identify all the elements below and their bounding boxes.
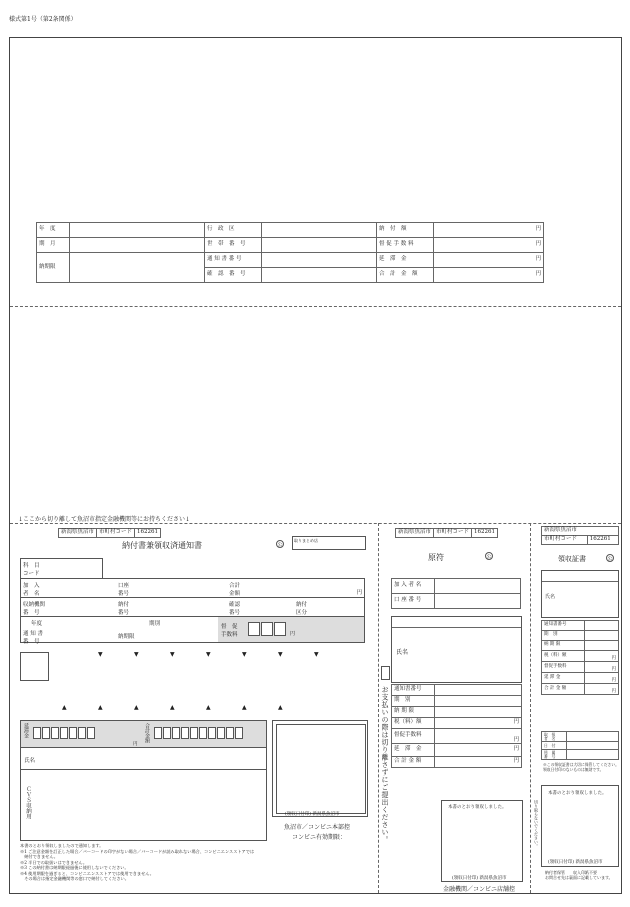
row-label: 期 別	[542, 631, 585, 641]
stamp-text: (領収日付印) 新潟県魚沼市	[548, 860, 603, 865]
cut-instruction: ↓ここから切り離して魚沼市指定金融機関等にお持ちください↓	[18, 516, 191, 523]
cut-line-vertical	[530, 523, 531, 893]
note-line: ※4 使用期限を過ぎると、コンビニエンスストアでは使用できません。	[20, 870, 154, 876]
public-mark: 公	[486, 554, 492, 560]
row-label: 税（料）額	[392, 718, 435, 729]
right-footer	[545, 870, 613, 880]
pay-div-label: 納付 区分	[296, 602, 308, 616]
row-value: 円	[585, 684, 619, 695]
note-line: その場合は指定金融機関等の窓口で納付してください。	[20, 876, 129, 881]
yen-unit: 円	[434, 223, 544, 238]
cvs-label: ＣＶＳ収納用	[25, 786, 31, 819]
middle-stamp-box	[441, 800, 523, 882]
stamp-heading: 本書のとおり領収しました。	[548, 791, 607, 796]
tokusoku-label: 督 促 手数料	[221, 624, 238, 638]
cell-entaikin: 延 滞 金	[377, 253, 434, 268]
cell-nendo: 年 度	[37, 223, 70, 238]
code-label: 市町村コード	[542, 536, 588, 545]
stamp-inner	[276, 724, 366, 814]
collection-box	[292, 536, 366, 550]
kamoku-cell	[20, 558, 103, 579]
row-value: 円	[435, 757, 522, 768]
row-value	[585, 641, 619, 651]
cell-setai-bango: 世 帯 番 号	[205, 238, 262, 253]
note-line: ※3 この納付書は納期限経過後に使用しないでください。	[20, 865, 129, 870]
payer-row	[20, 578, 365, 598]
branch-label: 所 属 番 号	[542, 750, 567, 760]
note-line: 納付できません。	[20, 854, 58, 859]
right-header	[541, 526, 619, 545]
handler-table	[541, 731, 619, 760]
row-value: 円	[585, 673, 619, 684]
valid-line-2: コンビニ有効期限：	[292, 834, 347, 841]
row-value	[585, 631, 619, 641]
footer-line: お問合せ先は裏面に記載しています。	[545, 875, 613, 880]
note-heading: 本書のとおり領収しましたので通知します。	[20, 843, 104, 848]
cell-noukigen: 納期限	[37, 253, 70, 283]
row-label: 納 期 限	[392, 707, 435, 718]
row-value	[585, 621, 619, 631]
issuer: 新潟県魚沼市	[59, 529, 97, 538]
stamp-text: (領収日付印) 新潟県魚沼市	[452, 876, 507, 881]
confirm-label: 確認 番号	[229, 602, 241, 616]
date-label: 日 付	[542, 742, 567, 750]
right-name-box	[541, 570, 619, 618]
right-detail-table	[541, 620, 619, 695]
stamp-text: (領収日付印) 新潟県魚沼市	[285, 812, 340, 817]
middle-header	[395, 528, 498, 538]
feed-marks-up: ▲ ▲ ▲ ▲ ▲ ▲ ▲	[62, 704, 283, 711]
right-stamp-box	[541, 785, 619, 867]
yen-unit: 円	[434, 268, 544, 283]
handler-label: 取 扱 者 名	[542, 732, 567, 742]
cell-kakunin-bango: 確 認 番 号	[205, 268, 262, 283]
barcode-box	[20, 652, 49, 681]
right-notes	[543, 762, 619, 772]
cell-noufu-gaku: 納 付 額	[377, 223, 434, 238]
submit-instruction: お支払いの際は切り離さずにご提出ください。	[381, 686, 389, 844]
yen-unit: 円	[356, 590, 362, 596]
public-mark: 公	[607, 556, 613, 562]
top-info-table	[36, 222, 544, 283]
issuer: 新潟県魚沼市	[396, 529, 434, 538]
name-label: 氏名	[545, 594, 556, 600]
note-line: ※2 半日での取扱いはできません。	[20, 859, 88, 865]
do-not-cut: 切り取らないでください。	[534, 800, 539, 848]
entaikin-label: 延滞金	[23, 723, 29, 738]
yen-unit: 円	[434, 238, 544, 253]
cell-kigetsu: 期 月	[37, 238, 70, 253]
row-value: 円	[585, 651, 619, 662]
yen-unit: 円	[434, 253, 544, 268]
form-number: 様式第1号（第2条関係）	[9, 16, 77, 23]
note-line: ※1 ご注意金額を訂正した場合／バーコードの印字がない場合／バーコードが読み取れない場合、コンビニエンスストアでは	[20, 848, 255, 854]
yen-unit: 円	[290, 631, 296, 637]
name-label: 氏名	[24, 758, 36, 764]
row-label: 延 滞 金	[392, 744, 435, 757]
row-label: 通知書番号	[392, 685, 435, 696]
account-label: 口座 番号	[118, 583, 130, 597]
small-marker-box	[381, 666, 390, 680]
public-mark: 公	[277, 542, 283, 548]
main-title: 納付書兼領収済通知書	[122, 541, 202, 550]
row-label: 督促手数料	[542, 662, 585, 673]
municipality-code: 162261	[587, 536, 618, 545]
row-value: 円	[435, 744, 522, 757]
issuer: 新潟県魚沼市	[542, 527, 619, 536]
name-label: 氏名	[396, 649, 409, 656]
payer-label: 加 入 者 名	[23, 583, 40, 597]
feed-marks-down: ▼ ▼ ▼ ▼ ▼ ▼ ▼	[98, 651, 319, 658]
row-value: 円	[585, 662, 619, 673]
municipality-code: 162261	[135, 529, 161, 538]
row-value	[435, 696, 522, 707]
notes	[20, 843, 254, 882]
cell-tsuchisho-bango: 通 知 書 番 号	[205, 253, 262, 268]
valid-line-1: 魚沼市／コンビニ本部控	[284, 824, 351, 831]
main-header	[58, 528, 161, 538]
row-label: 納 期 限	[542, 641, 585, 651]
collection-box-label: 取りまとめ店	[294, 538, 318, 543]
stamp-caption: 金融機関／コンビニ店舗控	[443, 886, 516, 893]
row-label: 合 計 金 額	[542, 684, 585, 695]
period-label: 期別	[149, 621, 161, 627]
payer-label: 加 入 者 名	[392, 579, 435, 594]
row-value	[435, 707, 522, 718]
kamoku-label: 科 目 コード	[23, 563, 40, 577]
tokusoku-area	[218, 617, 364, 642]
row-value	[435, 685, 522, 696]
year-label: 年度	[31, 621, 43, 627]
name-row	[20, 747, 267, 770]
row-value: 円	[435, 729, 522, 744]
cell-gokei: 合 計 金 額	[377, 268, 434, 283]
row-label: 合 計 金 額	[392, 757, 435, 768]
collector-label: 収納機関 番 号	[23, 602, 46, 616]
amount-area	[20, 720, 267, 748]
cut-line-vertical	[378, 523, 379, 893]
year-row	[20, 616, 365, 643]
note-line: ※この領収証書は大切に保管してください。	[543, 762, 619, 767]
cell-tokusoku: 督 促 手 数 料	[377, 238, 434, 253]
cvs-area	[20, 769, 267, 841]
footer-line: 納付者保管 収入印紙不要	[545, 870, 597, 875]
row-label: 通知書番号	[542, 621, 585, 631]
due-label: 納期限	[118, 634, 135, 640]
stamp-box	[272, 720, 368, 817]
row-value: 円	[435, 718, 522, 729]
yen-unit: 円	[133, 742, 138, 747]
entaikin-digit-boxes	[33, 727, 96, 739]
row-label: 税（料）額	[542, 651, 585, 662]
code-label: 市町村コード	[434, 529, 472, 538]
collector-row	[20, 597, 365, 617]
notice-label: 通 知 書 番 号	[23, 631, 43, 645]
total-label: 合計 金額	[229, 583, 241, 597]
total-digit-boxes	[154, 727, 244, 739]
municipality-code: 162261	[472, 529, 498, 538]
row-label: 期 別	[392, 696, 435, 707]
cell-gyosei-ku: 行 政 区	[205, 223, 262, 238]
stamp-heading: 本書のとおり領収しました。	[448, 805, 507, 810]
middle-title: 原符	[428, 553, 444, 562]
row-label: 延 滞 金	[542, 673, 585, 684]
account-label: 口 座 番 号	[392, 594, 435, 609]
middle-payer-table	[391, 578, 521, 609]
tokusoku-digit-boxes	[248, 622, 287, 636]
middle-name-box	[391, 616, 522, 683]
right-title: 領収証書	[558, 555, 586, 563]
row-label: 督促手数料	[392, 729, 435, 744]
code-label: 市町村コード	[97, 529, 135, 538]
total-amount-label: 合計金額	[144, 723, 150, 743]
due-number-label: 納付 番号	[118, 602, 130, 616]
note-line: 領収日付印のないものは無効です。	[543, 767, 604, 772]
middle-detail-table	[391, 684, 522, 768]
fold-line	[10, 306, 621, 307]
